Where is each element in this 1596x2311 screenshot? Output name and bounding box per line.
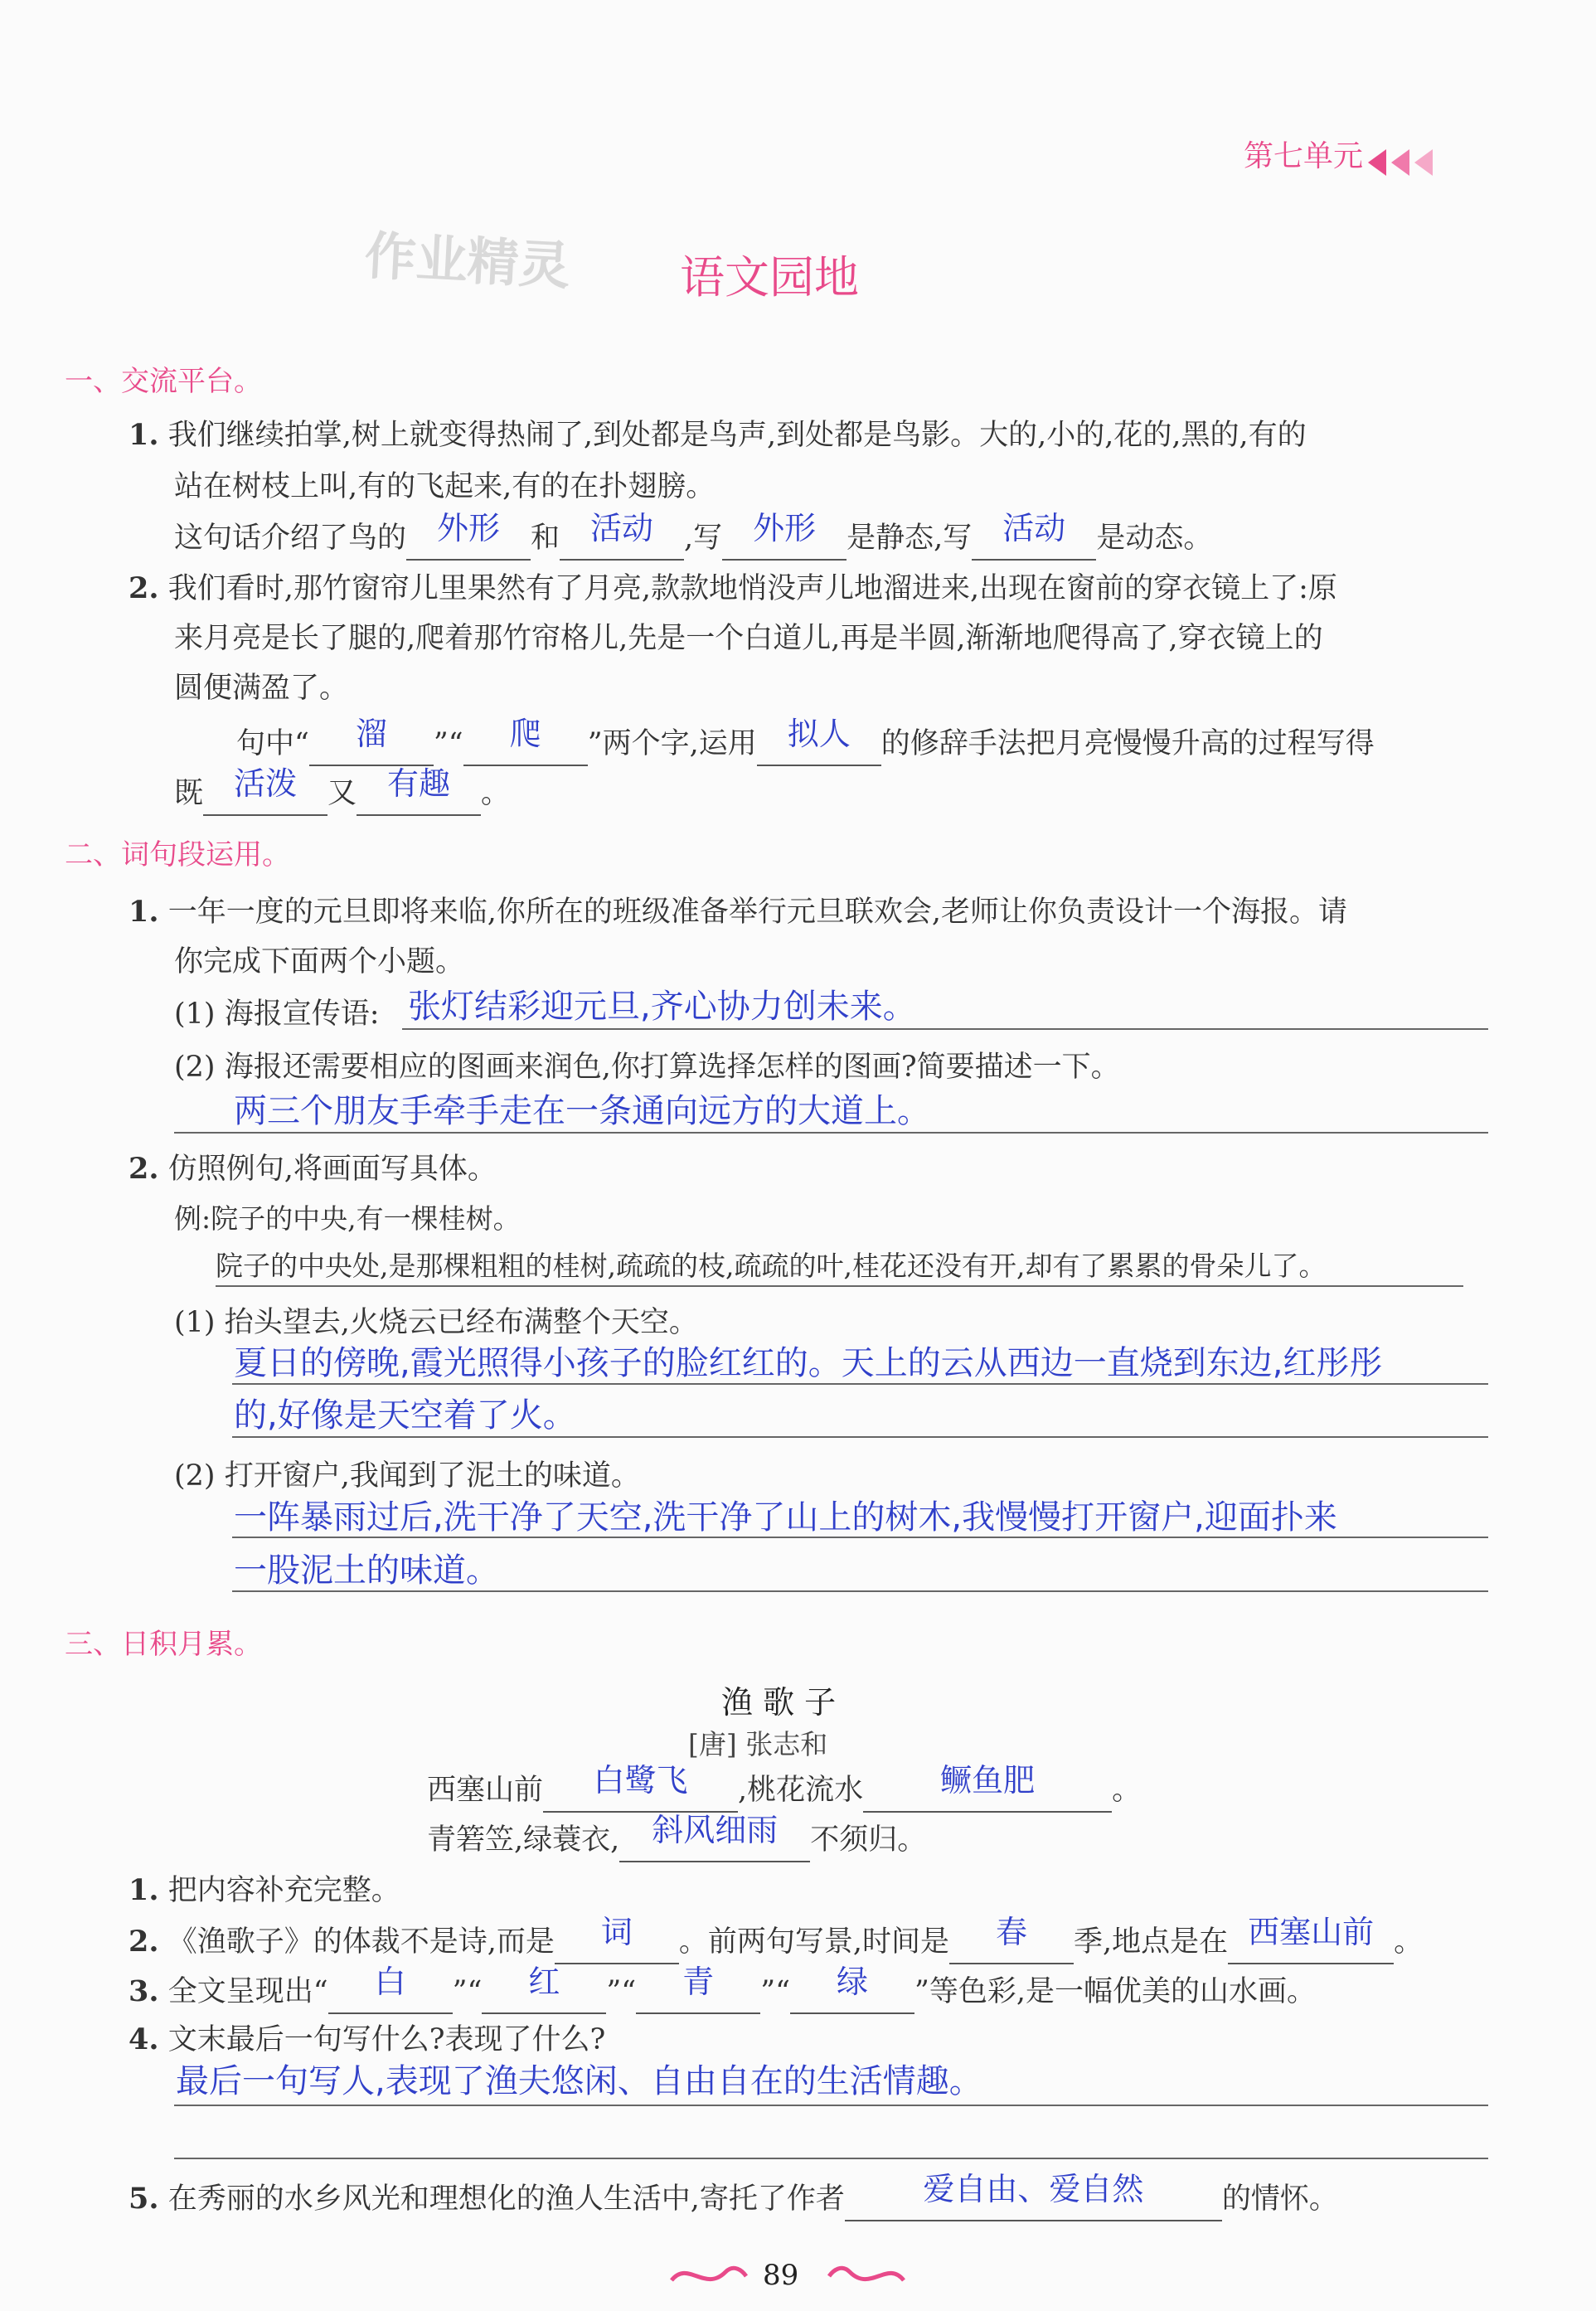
- s1-q1-p1: 1. 我们继续拍掌,树上就变得热闹了,到处都是鸟声,到处都是鸟影。大的,小的,花的,黑的,有的: [129, 418, 1307, 452]
- arrow-icon: [1368, 149, 1386, 176]
- answer-line: [232, 1590, 1488, 1592]
- s2-q2-answer2-line2: 一股泥土的味道。: [234, 1551, 499, 1590]
- section-1-title: 一、交流平台。: [65, 365, 262, 398]
- s2-q2-answer1-line1: 夏日的傍晚,霞光照得小孩子的脸红红的。天上的云从西边一直烧到东边,红彤彤: [234, 1344, 1383, 1382]
- answer-line: [216, 1285, 1463, 1287]
- section-3-title: 三、日积月累。: [65, 1628, 262, 1661]
- s2-q1-answer1: 张灯结彩迎元旦,齐心协力创未来。: [408, 988, 916, 1026]
- answer-line: [232, 1537, 1488, 1538]
- s3-q4-answer: 最后一句写人,表现了渔夫悠闲、自由自在的生活情趣。: [176, 2062, 982, 2100]
- s1-q1-fill: 这句话介绍了鸟的 外形 和 活动 ,写 外形 是静态,写 活动 是动态。: [174, 516, 1212, 561]
- s2-q1-answer2: 两三个朋友手牵手走在一条通向远方的大道上。: [234, 1092, 930, 1130]
- poem-author: [唐] 张志和: [688, 1728, 828, 1760]
- watermark: 作业精灵: [362, 225, 572, 297]
- s1-q2-fill-1: 句中“ 溜 ”“ 爬 ”两个字,运用 拟人 的修辞手法把月亮慢慢升高的过程写得: [236, 721, 1375, 766]
- s1-q2-p1: 2. 我们看时,那竹窗帘儿里果然有了月亮,款款地悄没声儿地溜进来,出现在窗前的穿衣镜上了:原: [129, 571, 1337, 605]
- s2-q2-example-answer: 院子的中央处,是那棵粗粗的桂树,疏疏的枝,疏疏的叶,桂花还没有开,却有了累累的骨朵儿了。: [216, 1250, 1327, 1282]
- arrow-icon: [1391, 149, 1409, 176]
- answer-line: [232, 1436, 1488, 1438]
- poem-title: 渔 歌 子: [721, 1684, 837, 1721]
- answer-line: [232, 1383, 1488, 1385]
- s3-q4: 4. 文末最后一句写什么?表现了什么?: [129, 2022, 606, 2056]
- s2-q1-p1: 1. 一年一度的元旦即将来临,你所在的班级准备举行元旦联欢会,老师让你负责设计一个海报。请: [129, 895, 1347, 929]
- s2-q2-answer1-line2: 的,好像是天空着了火。: [234, 1396, 576, 1435]
- answer-line: [402, 1028, 1488, 1030]
- s1-q2-p2: 来月亮是长了腿的,爬着那竹帘格儿,先是一个白道儿,再是半圆,渐渐地爬得高了,穿衣镜上的: [174, 622, 1323, 655]
- s1-q2-fill-2: 既 活泼 又 有趣 。: [174, 771, 510, 816]
- s2-q1-p2: 你完成下面两个小题。: [174, 945, 465, 978]
- s3-q1: 1. 把内容补充完整。: [129, 1873, 400, 1907]
- s2-q2-answer2-line1: 一阵暴雨过后,洗干净了天空,洗干净了山上的树木,我慢慢打开窗户,迎面扑来: [234, 1498, 1337, 1537]
- arrow-icon: [1414, 149, 1433, 176]
- section-2-title: 二、词句段运用。: [65, 838, 290, 871]
- s1-q1-p2: 站在树枝上叫,有的飞起来,有的在扑翅膀。: [174, 470, 716, 503]
- s2-q2-sub2: (2) 打开窗户,我闻到了泥土的味道。: [174, 1459, 640, 1493]
- s2-q2-p1: 2. 仿照例句,将画面写具体。: [129, 1152, 497, 1186]
- s3-q2: 2. 《渔歌子》的体裁不是诗,而是 词 。前两句写景,时间是 春 季,地点是在 西塞山前 。: [129, 1920, 1423, 1964]
- s2-q2-example: 例:院子的中央,有一棵桂树。: [174, 1202, 521, 1235]
- page-footer: [663, 2255, 912, 2297]
- poem-line-2: 青箬笠,绿蓑衣, 斜风细雨 不须归。: [427, 1818, 926, 1862]
- s2-q2-sub1: (1) 抬头望去,火烧云已经布满整个天空。: [174, 1306, 698, 1339]
- s2-q1-sub1: (1) 海报宣传语:: [174, 998, 380, 1031]
- page-title: 语文园地: [680, 251, 859, 303]
- s3-q5: 5. 在秀丽的水乡风光和理想化的渔人生活中,寄托了作者 爱自由、爱自然 的情怀。: [129, 2177, 1338, 2221]
- s2-q1-sub2: (2) 海报还需要相应的图画来润色,你打算选择怎样的图画?简要描述一下。: [174, 1051, 1120, 1084]
- poem-line-1: 西塞山前 白鹭飞 ,桃花流水 鳜鱼肥 。: [427, 1768, 1141, 1813]
- s1-q2-p3: 圆便满盈了。: [174, 672, 349, 705]
- page-number: 89: [763, 2259, 799, 2292]
- answer-line: [174, 2158, 1488, 2159]
- s3-q3: 3. 全文呈现出“ 白 ”“ 红 ”“ 青 ”“ 绿 ”等色彩,是一幅优美的山水画。: [129, 1969, 1316, 2014]
- answer-line: [174, 1132, 1488, 1134]
- unit-label: 第七单元: [1244, 133, 1433, 176]
- answer-line: [174, 2105, 1488, 2106]
